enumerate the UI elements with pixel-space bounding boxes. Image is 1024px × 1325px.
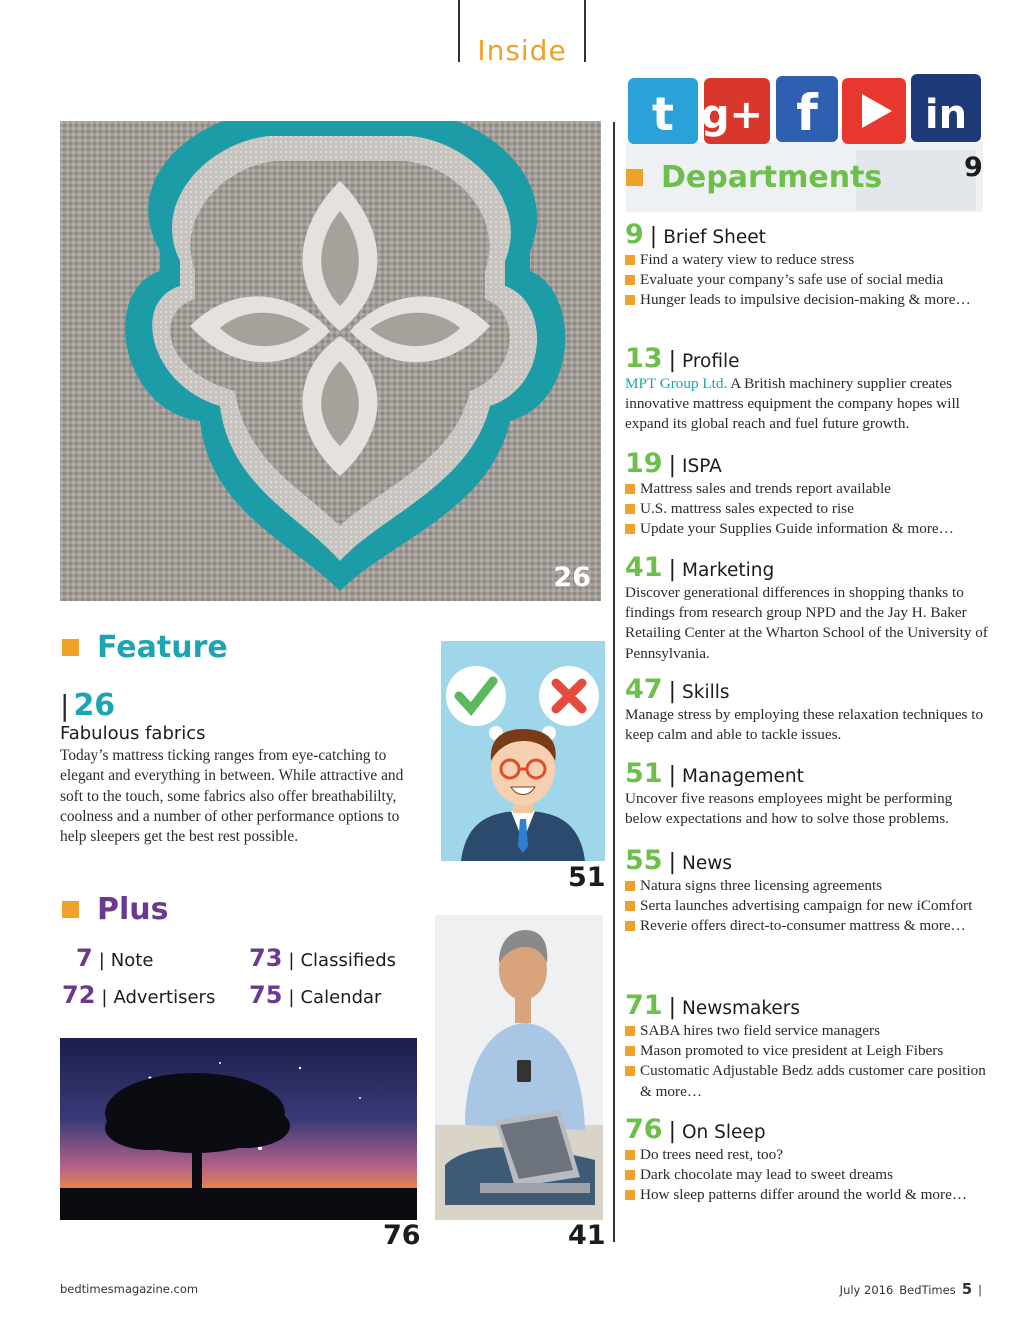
list-item: Mattress sales and trends report available bbox=[625, 479, 990, 499]
entry-title: Profile bbox=[682, 351, 740, 372]
list-item: Update your Supplies Guide information & more… bbox=[625, 519, 990, 539]
entry-description: Manage stress by employing these relaxation techniques to keep calm and able to tackle issues. bbox=[625, 706, 984, 744]
laptop-photo bbox=[435, 915, 603, 1220]
list-item: SABA hires two field service managers bbox=[625, 1021, 990, 1041]
entry-description: MPT Group Ltd. A British machinery supplier creates innovative mattress equipment the company hopes will expand its global reach and fuel future growth. bbox=[625, 375, 960, 433]
dept-entry-marketing[interactable]: 41 | Marketing Discover generational differences in shopping thanks to findings from research group NPD and the Jay H. Baker Retailing Center at the Wharton School of the University of Pennsylvania. bbox=[625, 552, 990, 664]
entry-page-number: 76 bbox=[625, 1114, 663, 1145]
departments-label: Departments bbox=[661, 160, 883, 195]
plus-square-icon bbox=[62, 901, 79, 918]
entry-page-number: 71 bbox=[625, 990, 663, 1021]
plus-label: Plus bbox=[97, 892, 169, 927]
entry-page-number: 55 bbox=[625, 845, 663, 876]
list-item: U.S. mattress sales expected to rise bbox=[625, 499, 990, 519]
entry-page-number: 41 bbox=[625, 552, 663, 583]
footer-issue-date: July 2016 bbox=[839, 1283, 894, 1297]
laptop-page-number: 41 bbox=[568, 1220, 606, 1251]
entry-page-number: 9 bbox=[625, 219, 644, 250]
feature-page-number: | 26 bbox=[60, 688, 116, 723]
page-title: Inside bbox=[477, 34, 567, 67]
svg-text:t: t bbox=[652, 87, 674, 141]
entry-title: Newsmakers bbox=[682, 998, 801, 1019]
dept-entry-brief-sheet[interactable]: 9 | Brief Sheet Find a watery view to reduce stress Evaluate your company’s safe use of social media Hunger leads to impulsive decision-making & more… bbox=[625, 219, 990, 311]
list-item: Mason promoted to vice president at Leigh Fibers bbox=[625, 1041, 990, 1061]
entry-title: On Sleep bbox=[682, 1122, 766, 1143]
list-item: Customatic Adjustable Bedz adds customer care position & more… bbox=[625, 1061, 990, 1101]
plus-heading bbox=[62, 892, 168, 927]
footer-magazine-name: BedTimes bbox=[899, 1283, 956, 1297]
feature-subtitle: Fabulous fabrics bbox=[60, 723, 206, 744]
entry-description: Uncover five reasons employees might be performing below expectations and how to solve those problems. bbox=[625, 790, 953, 828]
list-item: Evaluate your company’s safe use of social media bbox=[625, 270, 990, 290]
entry-description: Discover generational differences in shopping thanks to findings from research group NPD and the Jay H. Baker Retailing Center at the Wharton School of the University of Pennsylvania. bbox=[625, 584, 988, 662]
manager-page-number: 51 bbox=[568, 862, 606, 893]
departments-square-icon bbox=[626, 169, 643, 186]
header-rule-left bbox=[458, 0, 460, 62]
feature-description: Today’s mattress ticking ranges from eye-catching to elegant and everything in between. While attractive and soft to the touch, some fabrics also offer breathabililty, coolness and a number of other performance options to help sleepers get the best rest possible. bbox=[60, 747, 404, 846]
dept-entry-profile[interactable]: 13 | Profile MPT Group Ltd. A British machinery supplier creates innovative mattress equipment the company hopes will expand its global reach and fuel future growth. bbox=[625, 343, 990, 435]
entry-title: Skills bbox=[682, 682, 730, 703]
entry-title: Management bbox=[682, 766, 804, 787]
social-page-number: 9 bbox=[964, 152, 983, 183]
entry-page-number: 19 bbox=[625, 448, 663, 479]
entry-page-number: 13 bbox=[625, 343, 663, 374]
list-item: How sleep patterns differ around the world & more… bbox=[625, 1185, 990, 1205]
footer-page-number: 5 bbox=[961, 1280, 973, 1298]
entry-page-number: 51 bbox=[625, 758, 663, 789]
footer-issue-info bbox=[840, 1280, 982, 1298]
dept-entry-news[interactable]: 55 | News Natura signs three licensing agreements Serta launches advertising campaign for new iComfort Reverie offers direct-to-consumer mattress & more… bbox=[625, 845, 990, 937]
column-divider bbox=[613, 122, 615, 1242]
entry-title: ISPA bbox=[682, 456, 722, 477]
footer-website[interactable]: bedtimesmagazine.com bbox=[60, 1282, 199, 1296]
list-item: Find a watery view to reduce stress bbox=[625, 250, 990, 270]
list-item: Dark chocolate may lead to sweet dreams bbox=[625, 1165, 990, 1185]
entry-title: Marketing bbox=[682, 560, 775, 581]
company-name: MPT Group Ltd. bbox=[625, 375, 728, 392]
list-item: Natura signs three licensing agreements bbox=[625, 876, 990, 896]
plus-item-note[interactable]: 7 | Note bbox=[76, 944, 154, 972]
entry-page-number: 47 bbox=[625, 674, 663, 705]
footer-rule: | bbox=[978, 1283, 982, 1297]
fabric-image bbox=[60, 121, 601, 601]
fabric-page-number: 26 bbox=[553, 562, 591, 593]
svg-text:in: in bbox=[924, 92, 968, 138]
list-item: Serta launches advertising campaign for new iComfort bbox=[625, 896, 990, 916]
manager-illustration bbox=[441, 641, 605, 861]
dept-entry-skills[interactable]: 47 | Skills Manage stress by employing these relaxation techniques to keep calm and able to tackle issues. bbox=[625, 674, 990, 745]
dept-entry-management[interactable]: 51 | Management Uncover five reasons employees might be performing below expectations and how to solve those problems. bbox=[625, 758, 990, 829]
plus-item-classifieds[interactable]: 73 | Classifieds bbox=[249, 944, 397, 972]
svg-text:f: f bbox=[796, 84, 818, 142]
header-rule-right bbox=[584, 0, 586, 62]
plus-item-advertisers[interactable]: 72 | Advertisers bbox=[62, 981, 216, 1009]
svg-text:g+: g+ bbox=[700, 92, 764, 138]
departments-heading bbox=[626, 160, 882, 195]
tree-image bbox=[60, 1038, 417, 1220]
dept-entry-on-sleep[interactable]: 76 | On Sleep Do trees need rest, too? Dark chocolate may lead to sweet dreams How sleep patterns differ around the world & more… bbox=[625, 1114, 990, 1206]
tree-page-number: 76 bbox=[383, 1220, 421, 1251]
entry-title: News bbox=[682, 853, 732, 874]
entry-title: Brief Sheet bbox=[663, 227, 766, 248]
dept-entry-ispa[interactable]: 19 | ISPA Mattress sales and trends report available U.S. mattress sales expected to rise Update your Supplies Guide information & more… bbox=[625, 448, 990, 540]
dept-entry-newsmakers[interactable]: 71 | Newsmakers SABA hires two field service managers Mason promoted to vice president at Leigh Fibers Customatic Adjustable Bedz adds customer care position & more… bbox=[625, 990, 990, 1102]
list-item: Hunger leads to impulsive decision-making & more… bbox=[625, 290, 990, 310]
feature-label: Feature bbox=[97, 630, 228, 665]
feature-heading bbox=[62, 630, 228, 665]
feature-square-icon bbox=[62, 639, 79, 656]
plus-item-calendar[interactable]: 75 | Calendar bbox=[249, 981, 382, 1009]
list-item: Reverie offers direct-to-consumer mattress & more… bbox=[625, 916, 990, 936]
list-item: Do trees need rest, too? bbox=[625, 1145, 990, 1165]
